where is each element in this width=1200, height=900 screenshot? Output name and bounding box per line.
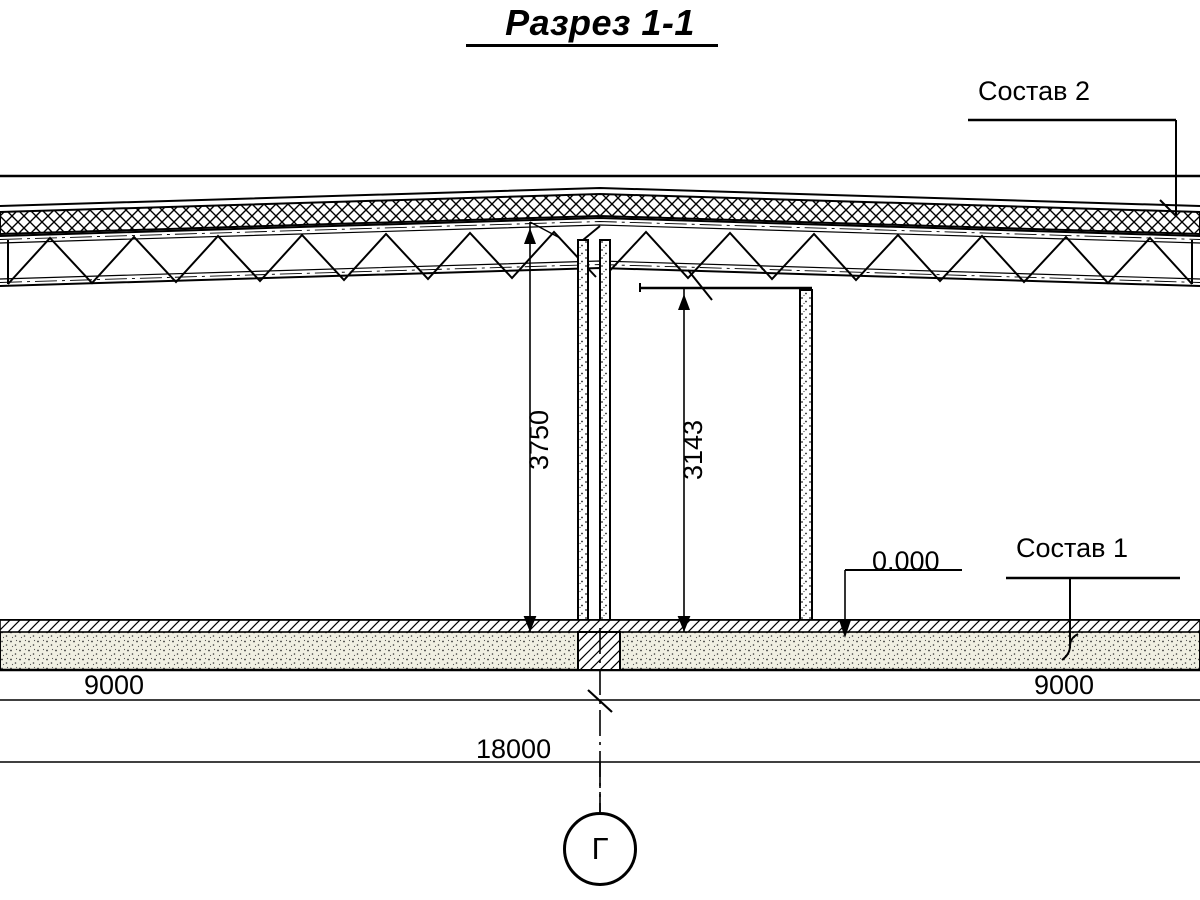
dimension-9000-left: 9000 [84,670,145,700]
dimension-3750: 3750 [524,409,554,470]
axis-marker-bubble [563,812,637,886]
annotation-sostav-1: Состав 1 [1016,533,1128,563]
annotation-level-0000: 0.000 [872,546,940,576]
axis-marker-label: Г [591,831,609,866]
dimension-3143: 3143 [678,419,708,480]
dimension-18000-total: 18000 [476,734,552,764]
annotation-sostav-2: Состав 2 [978,76,1090,106]
dimension-9000-right: 9000 [1034,670,1095,700]
page-title: Разрез 1-1 [505,2,695,43]
